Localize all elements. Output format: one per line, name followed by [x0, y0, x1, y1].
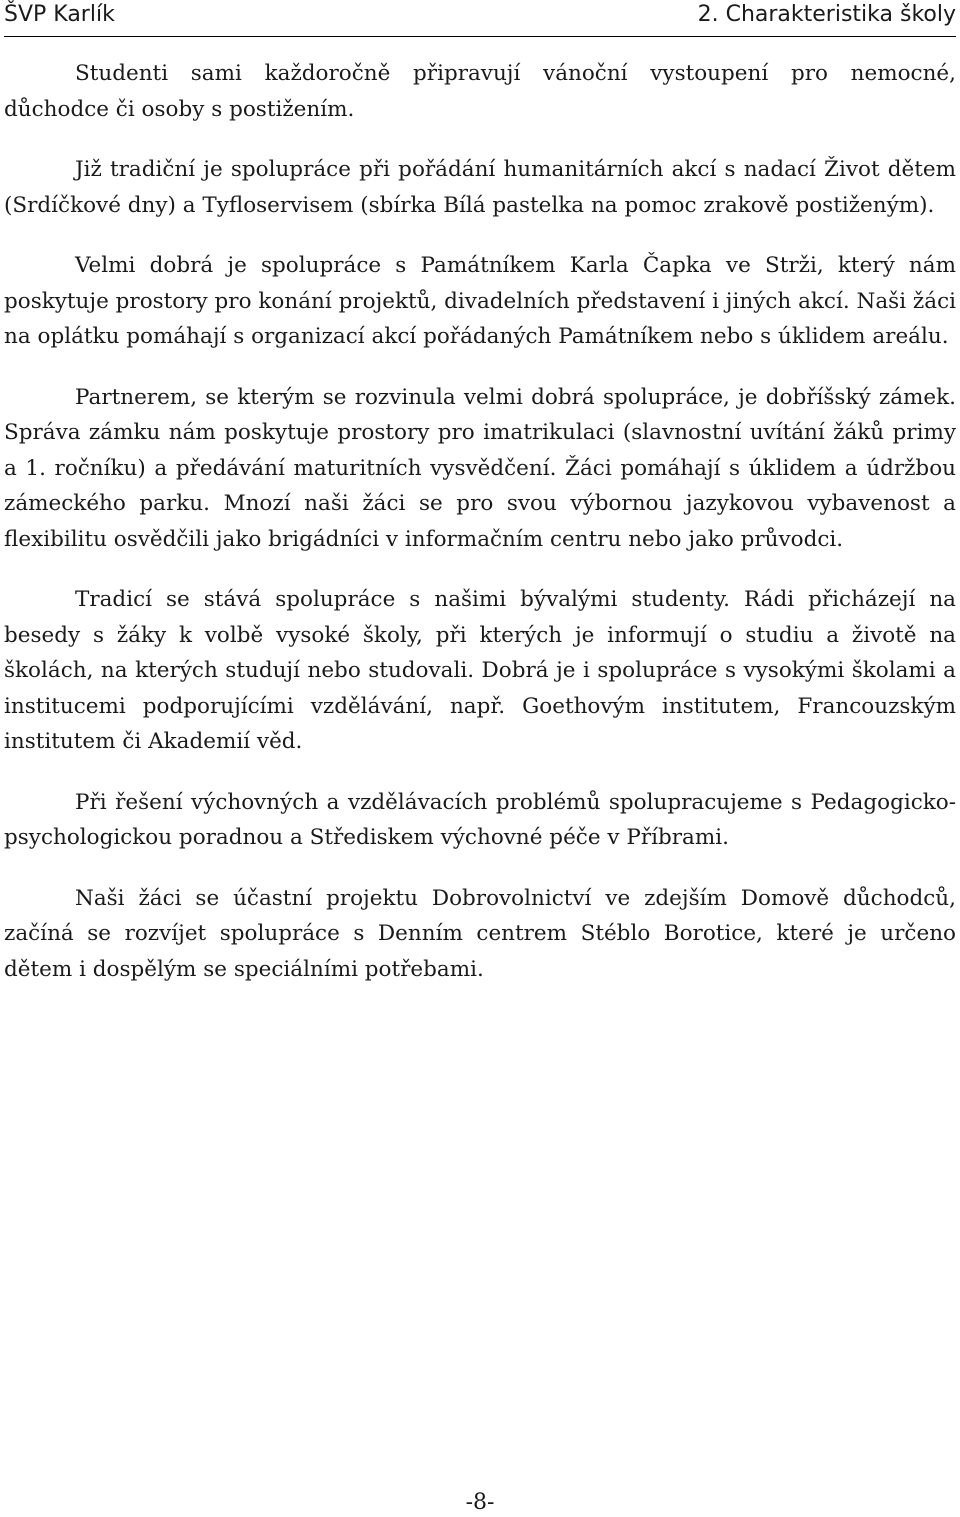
paragraph-dobris-castle: Partnerem, se kterým se rozvinula velmi dobrá spolupráce, je dobříšský zámek. Správa zámku nám poskytuje prostory pro imatrikulaci (slavnostní uvítání žáků primy a 1. ročníku) a předávání maturitních vysvědčení. Žáci pomáhají s úklidem a údržbou zámeckého parku. Mnozí naši žáci se pro svou výbornou jazykovou vybavenost a flexibilitu osvědčili jako brigádníci v informačním centru nebo jako průvodci. — [4, 384, 956, 552]
paragraph-christmas-performances: Studenti sami každoročně připravují vánoční vystoupení pro nemocné, důchodce či osoby s postižením. — [4, 61, 956, 122]
header-document-title: ŠVP Karlík — [4, 2, 115, 27]
header-chapter-title: 2. Charakteristika školy — [697, 2, 956, 27]
page-header — [4, 0, 956, 37]
page-number: -8- — [465, 1490, 495, 1515]
paragraph-counseling: Při řešení výchovných a vzdělávacích problémů spolupracujeme s Pedagogicko-psychologickou poradnou a Střediskem výchovné péče v Příbrami. — [4, 789, 956, 850]
paragraph-capek-memorial: Velmi dobrá je spolupráce s Památníkem Karla Čapka ve Strži, který nám poskytuje prostory pro konání projektů, divadelních představení i jiných akcí. Naši žáci na oplátku pomáhají s organizací akcí pořádaných Památníkem nebo s úklidem areálu. — [4, 253, 956, 349]
paragraph-humanitarian-actions: Již tradiční je spolupráce při pořádání humanitárních akcí s nadací Život dětem (Srdíčkové dny) a Tyfloservisem (sbírka Bílá pastelka na pomoc zrakově postiženým). — [4, 157, 956, 218]
paragraph-former-students: Tradicí se stává spolupráce s našimi bývalými studenty. Rádi přicházejí na besedy s žáky k volbě vysoké školy, při kterých je informují o studiu a životě na školách, na kterých studují nebo studovali. Dobrá je i spolupráce s vysokými školami a institucemi podporujícími vzdělávání, např. Goethovým institutem, Francouzským institutem či Akademií věd. — [4, 587, 956, 754]
paragraph-volunteering: Naši žáci se účastní projektu Dobrovolnictví ve zdejším Domově důchodců, začíná se rozvíjet spolupráce s Denním centrem Stéblo Borotice, které je určeno dětem i dospělým se speciálními potřebami. — [4, 885, 956, 982]
document-body — [4, 56, 956, 1012]
